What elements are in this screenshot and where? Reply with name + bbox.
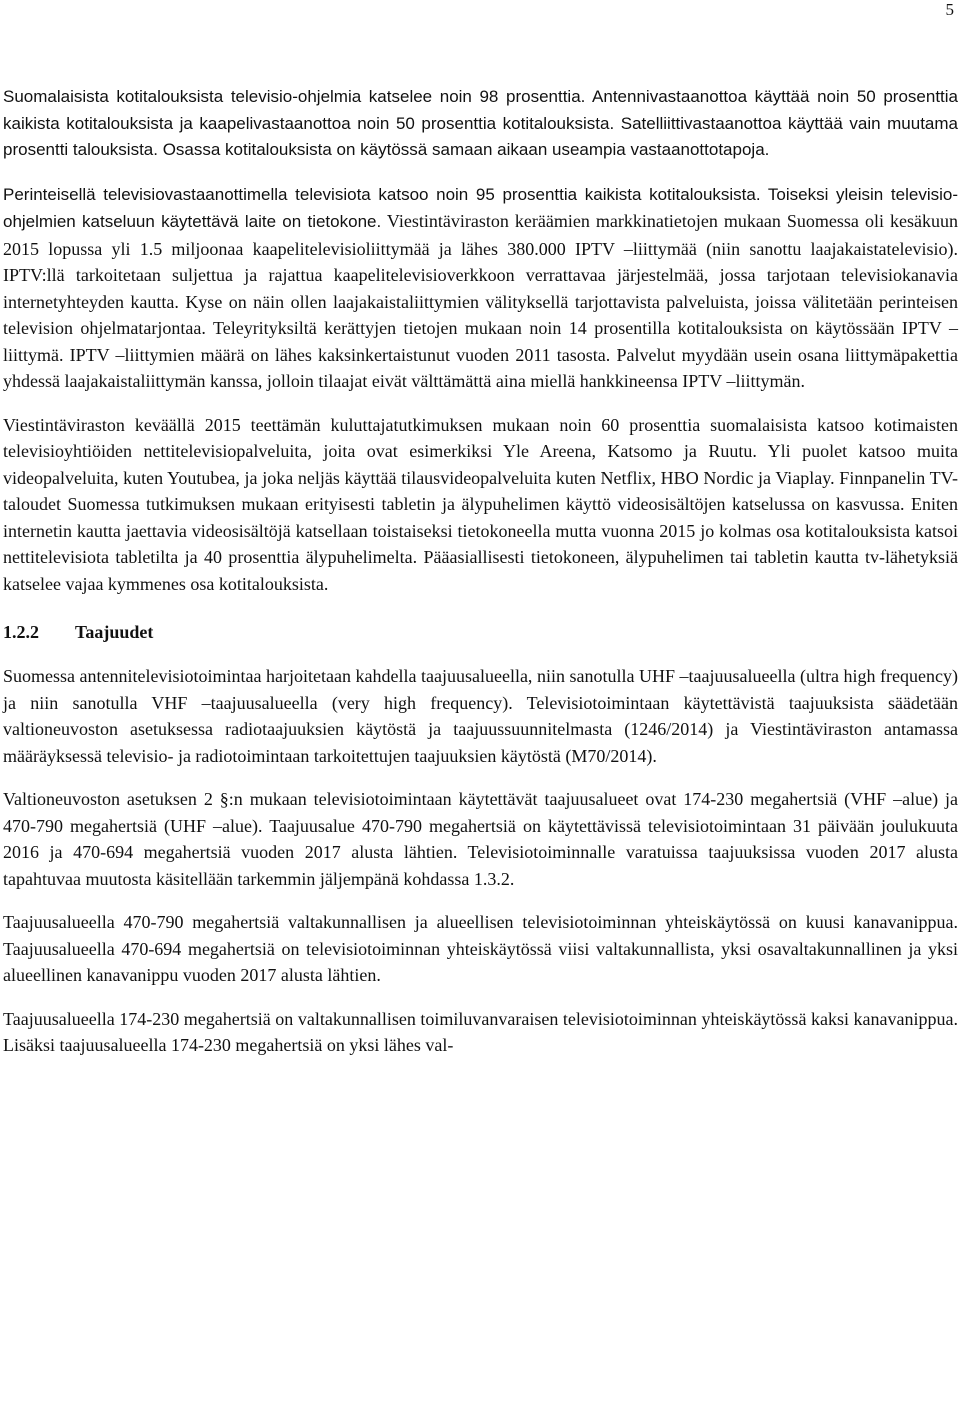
paragraph-households-reception: Suomalaisista kotitalouksista televisio-ohjelmia katselee noin 98 prosenttia. Antennivastaanottoa käyttää noin 50 prosenttia kaikista kotitalouksista ja kaapelivastaanottoa noin 50 prosenttia kotitalouksista. Satelliittivastaanottoa käyttää vain muutama prosentti talouksista. Osassa kotitalouksista on käytössä samaan aikaan useampia vastaanottotapoja. <box>3 87 958 159</box>
paragraph-iptv-body: Viestintäviraston keräämien markkinatietojen mukaan Suomessa oli kesäkuun 2015 lopussa yli 1.5 miljoonaa kaapelitelevisioliittymää ja lähes 380.000 IPTV –liittymää (niin sanottu laajakaistatelevisio). IPTV:llä tarkoitetaan suljettua ja rajattua kaapelitelevisioverkkoon verrattavaa järjestelmää, jossa tarjotaan televisiokanavia internetyhteyden kautta. Kyse on näin ollen laajakaistaliittymien välityksellä tarjottavista palveluista, joissa välitetään perinteisen television ohjelmatarjontaa. Teleyrityksiltä kerättyjen tietojen mukaan noin 14 prosentilla kotitalouksista on käytössään IPTV –liittymä. IPTV –liittymien määrä on lähes kaksinkertaistunut vuoden 2011 tasosta. Palvelut myydään usein osana liittymäpakettia yhdessä laajakaistaliittymän kanssa, jolloin tilaajat eivät välttämättä aina miellä hankkineensa IPTV –liittymän. <box>3 211 958 391</box>
page-number: 5 <box>945 0 954 19</box>
paragraph-frequency-bands: Suomessa antennitelevisiotoimintaa harjoitetaan kahdella taajuusalueella, niin sanotulla UHF –taajuusalueella (ultra high frequency) ja niin sanotulla VHF –taajuusalueella (very high frequency). Televisiotoimintaan käytettävistä taajuuksista säädetään valtioneuvoston asetuksessa radiotaajuuksien käytöstä ja taajuussuunnitelmasta (1246/2014) ja Viestintäviraston antamassa määräyksessä televisio- ja radiotoimintaan tarkoitettujen taajuuksien käytöstä (M70/2014). <box>3 666 958 766</box>
section-number: 1.2.2 <box>3 622 39 642</box>
paragraph-government-decree: Valtioneuvoston asetuksen 2 §:n mukaan televisiotoimintaan käytettävät taajuusalueet ovat 174-230 megahertsiä (VHF –alue) ja 470-790 megahertsiä (UHF –alue). Taajuusalue 470-790 megahertsiä on käytettävissä televisiotoimintaan 31 päivään joulukuuta 2016 ja 470-694 megahertsiä vuoden 2017 alusta lähtien. Televisiotoiminnalle varatuissa taajuuksissa vuoden 2017 alusta tapahtuvaa muutosta käsitellään tarkemmin jäljempänä kohdassa 1.3.2. <box>3 789 958 889</box>
section-heading <box>3 619 958 645</box>
paragraph-iptv <box>3 181 958 395</box>
paragraph-uhf-multiplexes: Taajuusalueella 470-790 megahertsiä valtakunnallisen ja alueellisen televisiotoiminnan yhteiskäytössä on kuusi kanavanippua. Taajuusalueella 470-694 megahertsiä on televisiotoiminnan yhteiskäytössä viisi valtakunnallista, yksi osavaltakunnallinen ja yksi alueellinen kanavanippu vuoden 2017 alusta lähtien. <box>3 912 958 985</box>
section-title: Taajuudet <box>75 622 154 642</box>
paragraph-iptv-intro: Perinteisellä televisiovastaanottimella televisiota katsoo noin 95 prosenttia kaikista kotitalouksista. Toiseksi yleisin televisio-ohjelmien katseluun käytettävä laite on tietokone. <box>3 184 958 231</box>
paragraph-vhf-multiplexes: Taajuusalueella 174-230 megahertsiä on valtakunnallisen toimiluvanvaraisen televisiotoiminnan yhteiskäytössä kaksi kanavanippua. Lisäksi taajuusalueella 174-230 megahertsiä on yksi lähes val- <box>3 1008 958 1055</box>
document-body <box>3 84 958 1076</box>
paragraph-consumer-survey: Viestintäviraston keväällä 2015 teettämän kuluttajatutkimuksen mukaan noin 60 prosenttia suomalaisista katsoo kotimaisten televisioyhtiöiden nettitelevisiopalveluita, joita ovat esimerkiksi Yle Areena, Katsomo ja Ruutu. Yli puolet katsoo muita videopalveluita, kuten Youtubea, ja joka neljäs käyttää tilausvideopalveluita kuten Netflix, HBO Nordic ja Viaplay. Finnpanelin TV-taloudet Suomessa tutkimuksen mukaan erityisesti tabletin ja älypuhelimen käyttö videosisältöjen katselussa on kasvussa. Eniten internetin kautta jaettavia videosisältöjä katsellaan toistaiseksi tietokoneella mutta vuonna 2015 jo kolmas osa kotitalouksista katsoi nettitelevisiota tabletilta ja 40 prosenttia älypuhelimelta. Pääasiallisesti tietokoneen, älypuhelimen tai tabletin kautta tv-lähetyksiä katselee vajaa kymmenes osa kotitalouksista. <box>3 414 958 594</box>
